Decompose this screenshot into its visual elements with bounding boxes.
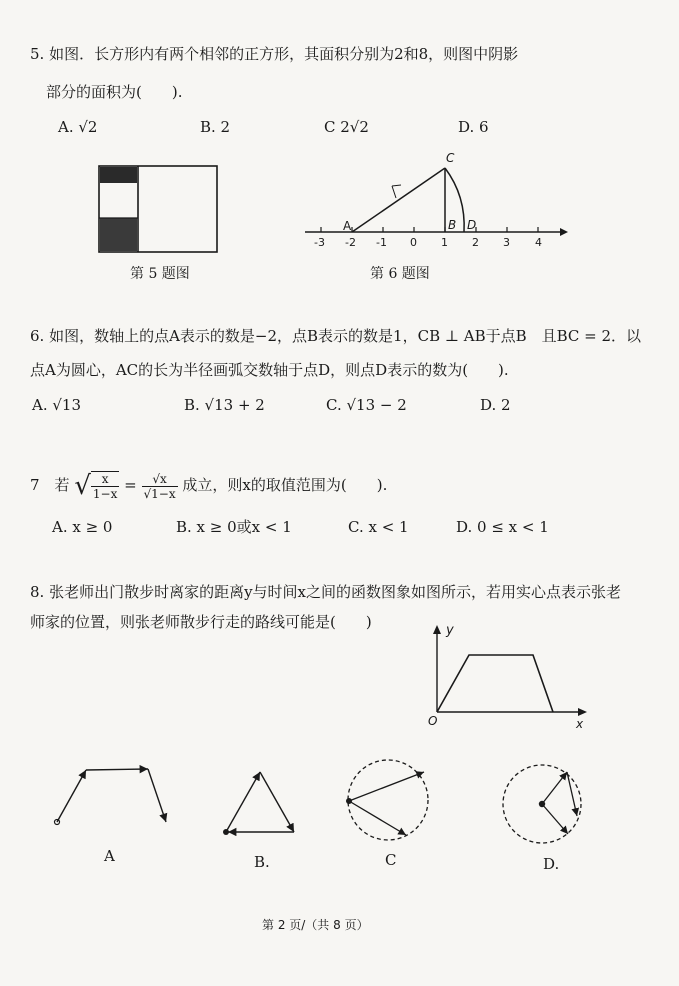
q8-stem-line2: 师家的位置，则张老师散步行走的路线可能是( ) [30, 613, 372, 631]
q8-stem-line1: 8. 张老师出门散步时离家的距离y与时间x之间的函数图象如图所示，若用实心点表示张老 [30, 583, 622, 601]
q6-tick-label: 0 [410, 236, 417, 249]
q8-option-b-label: B. [254, 853, 270, 871]
q7-rhs-denominator: √1−x [143, 486, 176, 501]
q6-point-b: B [448, 218, 457, 232]
q5-option-d: D. 6 [458, 118, 489, 136]
q7-rhs-numerator: √x [142, 472, 178, 487]
q8-option-d-home-point [539, 801, 545, 807]
q7-option-d: D. 0 ≤ x < 1 [456, 518, 549, 536]
q5-option-c: C 2√2 [324, 118, 369, 136]
q7-prefix: 7 若 [30, 476, 70, 494]
q6-tick-label: -1 [376, 236, 387, 249]
q6-tick-label: 3 [503, 236, 510, 249]
q8-option-c-label: C [385, 851, 397, 869]
q6-tick-label: 2 [472, 236, 479, 249]
q6-option-c: C. √13 − 2 [326, 396, 407, 414]
q5-figure-caption: 第 5 题图 [130, 266, 190, 282]
q8-graph-origin: O [428, 714, 438, 728]
q6-tick-label: -2 [345, 236, 356, 249]
q8-graph-y-label: y [446, 623, 454, 638]
q6-point-d: D [467, 218, 477, 232]
q6-stem-line2: 点A为圆心，AC的长为半径画弧交数轴于点D，则点D表示的数为( ). [30, 361, 509, 379]
q6-stem-line1: 6. 如图，数轴上的点A表示的数是−2，点B表示的数是1，CB ⊥ AB于点B 且BC = 2．以 [30, 327, 642, 345]
q6-tick-label: 1 [441, 236, 448, 249]
q6-tick-label: 4 [535, 236, 542, 249]
q7-lhs-numerator: x [91, 472, 119, 487]
q8-graph-x-label: x [576, 717, 584, 731]
q5-option-a: A. √2 [58, 118, 98, 136]
q6-point-a: A [343, 219, 352, 233]
q7-sqrt-sign: √ [74, 471, 91, 501]
q7-stem: 7 若 √ $\frac{x}{1-x}$ = $\frac{√x}{√1-x}$ 成立，则x的取值范围为( ). [30, 471, 388, 501]
q6-figure-caption: 第 6 题图 [370, 266, 430, 282]
q6-tick-label: -3 [314, 236, 325, 249]
q6-point-c: C [446, 151, 455, 165]
q7-option-a: A. x ≥ 0 [52, 518, 113, 536]
q7-option-c: C. x < 1 [348, 518, 409, 536]
q8-option-d-label: D. [543, 855, 560, 873]
q8-option-a-label: A [104, 847, 115, 865]
page-footer: 第 2 页/（共 8 页） [262, 918, 369, 932]
q5-stem-line2: 部分的面积为( ). [46, 83, 183, 101]
q8-option-a-figure [55, 769, 167, 825]
q5-option-b: B. 2 [200, 118, 231, 136]
q7-option-b: B. x ≥ 0或x < 1 [176, 518, 292, 536]
q7-lhs-denominator: 1−x [92, 487, 118, 501]
q6-option-a: A. √13 [32, 396, 82, 414]
q8-option-b-home-point [223, 829, 229, 835]
q8-option-b-figure [223, 772, 294, 835]
q8-option-c-figure [346, 760, 428, 840]
q5-stem-line1: 5. 如图．长方形内有两个相邻的正方形，其面积分别为2和8，则图中阴影 [30, 45, 519, 63]
q7-suffix: 成立，则x的取值范围为( ). [182, 476, 388, 494]
q8-option-d-figure [503, 765, 581, 843]
q6-option-b: B. √13 + 2 [184, 396, 265, 414]
q6-option-d: D. 2 [480, 396, 511, 414]
q8-option-c-home-point [346, 798, 352, 804]
